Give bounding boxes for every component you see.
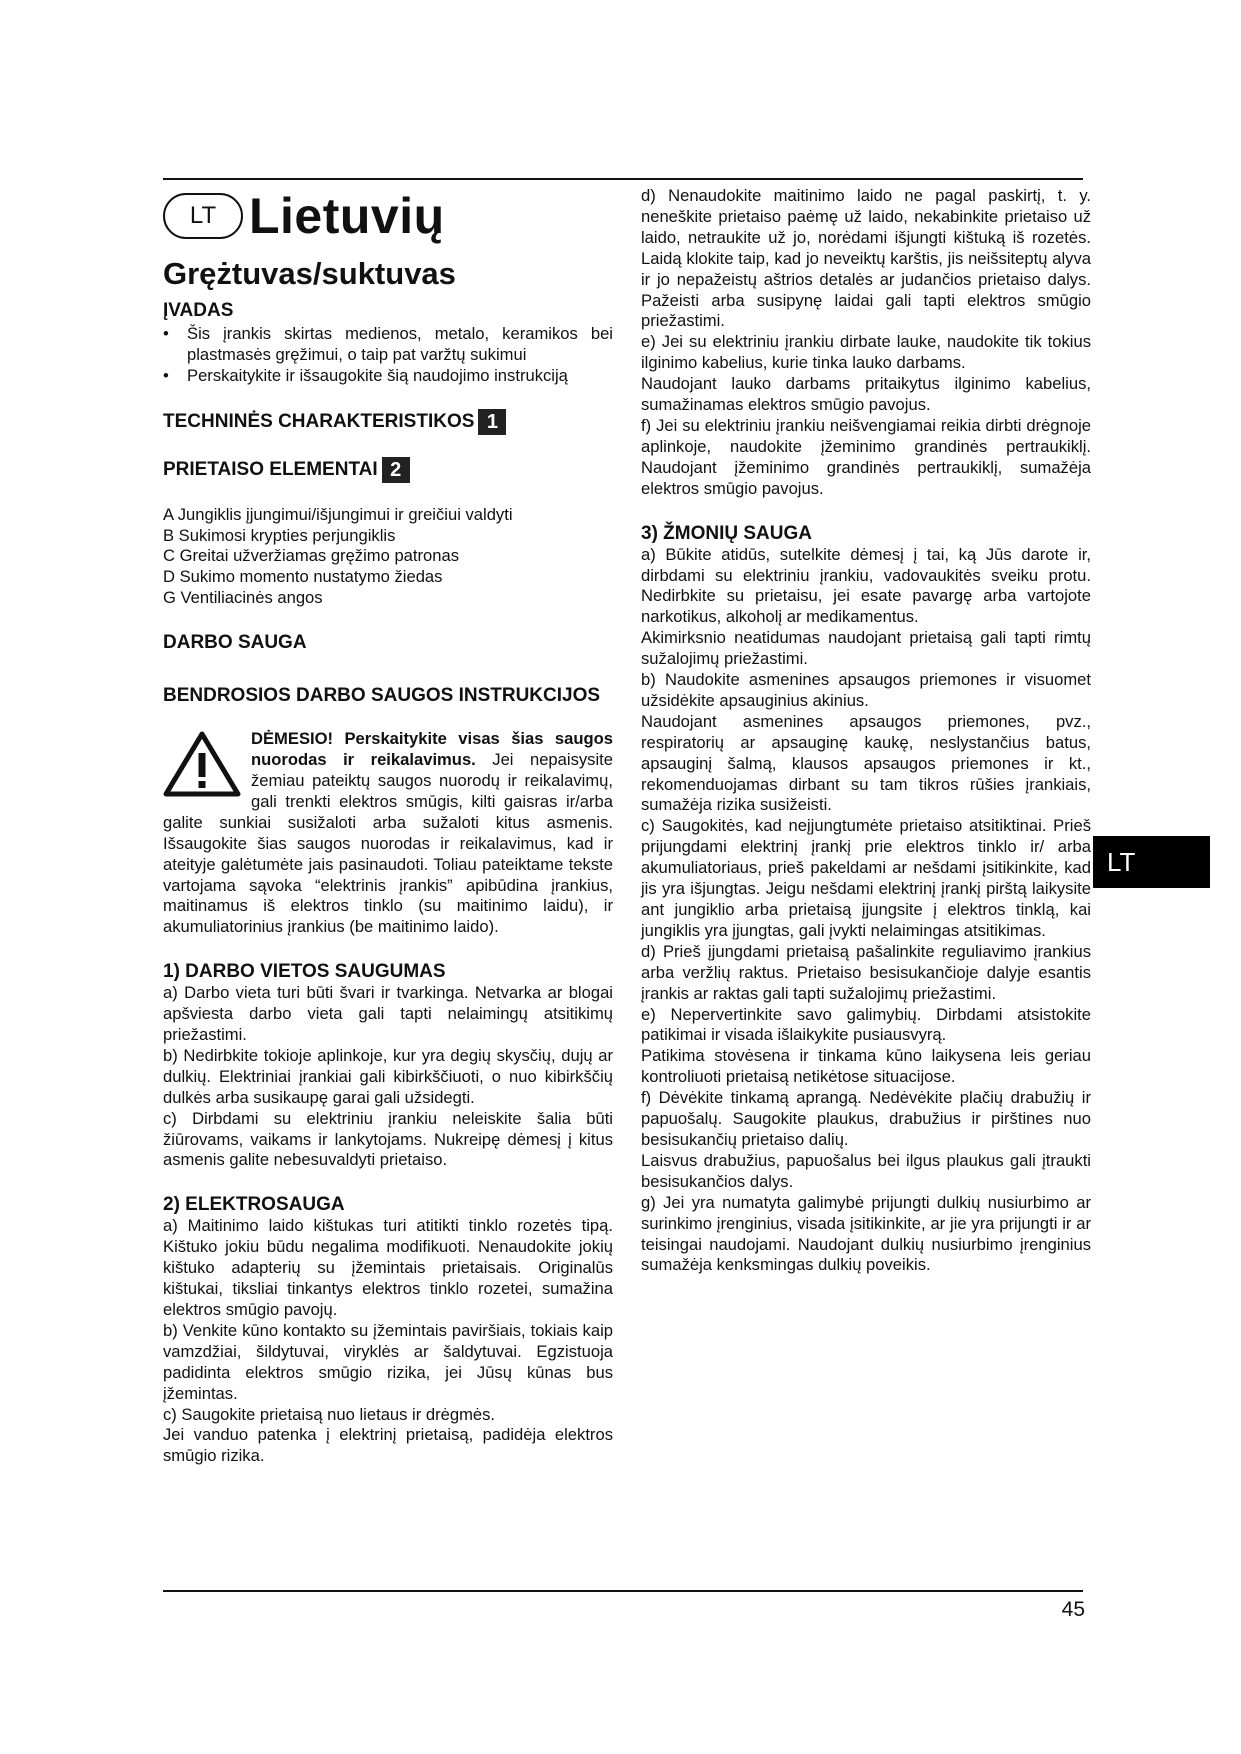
elements-list	[163, 505, 613, 610]
warning-triangle-icon	[163, 731, 241, 797]
figure-badge: 1	[478, 409, 506, 435]
language-side-tab: LT	[1093, 836, 1210, 888]
intro-bullets	[163, 324, 613, 387]
intro-heading: ĮVADAS	[163, 299, 234, 321]
paragraph: Jei vanduo patenka į elektrinį prietaisą, padidėja elektros smūgio rizika.	[163, 1425, 613, 1466]
paragraph: e) Jei su elektriniu įrankiu dirbate lauke, naudokite tik tokius ilginimo kabelius, kurie tinka lauko darbams.	[641, 332, 1091, 373]
list-item: C Greitai užveržiamas gręžimo patronas	[163, 546, 460, 566]
paragraph: a) Būkite atidūs, sutelkite dėmesį į tai, ką Jūs darote ir, dirbdami su elektriniu įrankiu, vadovaukitės sveiku protu. Nedirbkite su prietaisu, jei esate pavargę arba vartojote narkotikus, alkoholį ar medikamentus.	[641, 544, 1091, 627]
page-number: 45	[1061, 1598, 1085, 1621]
paragraph: Patikima stovėsena ir tinkama kūno laikysena leis geriau kontroliuoti prietaisą netikėtose situacijose.	[641, 1046, 1091, 1087]
bottom-rule	[163, 1590, 1083, 1592]
paragraph: e) Nepervertinkite savo galimybių. Dirbdami atsistokite patikimai ir visada išlaikykite pusiausvyrą.	[641, 1004, 1091, 1045]
document-title: Grężtuvas/suktuvas	[163, 256, 456, 291]
paragraph: c) Dirbdami su elektriniu įrankiu neleiskite šalia būti žiūrovams, vaikams ir lankytojams. Nukreipę dėmesį į kitus asmenis galite nebesuvaldyti prietaiso.	[163, 1108, 613, 1170]
paragraph: b) Naudokite asmenines apsaugos priemones ir visuomet užsidėkite apsauginius akinius.	[641, 670, 1091, 710]
paragraph: Naudojant asmenines apsaugos priemones, pvz., respiratorių ar apsauginę kaukę, neslystančius batus, apsauginį šalmą, klausos apsaugos priemones ir kt., rekomenduojamas dirbant su tam tikros rūšies įrankiais, sumažėja rizika susižeisti.	[641, 711, 1091, 815]
language-code-badge: LT	[163, 193, 243, 239]
paragraph: b) Venkite kūno kontakto su įžemintais paviršiais, tokiais kaip vamzdžiai, šildytuvai, viryklės ar šaldytuvai. Egzistuoja padidinta elektros smūgio rizika, jei Jūsų kūnas bus įžemintas.	[163, 1320, 613, 1403]
paragraph: f) Jei su elektriniu įrankiu neišvengiamai reikia dirbti drėgnoje aplinkoje, naudokite įžeminimo grandinės pertraukiklį. Naudojant įžeminimo grandinės pertraukiklį, sumažėja elektros smūgio pavojus.	[641, 415, 1091, 498]
personal-safety-heading: 3) ŽMONIŲ SAUGA	[641, 522, 812, 544]
paragraph: d) Nenaudokite maitinimo laido ne pagal paskirtį, t. y. neneškite prietaiso paėmę už laido, nekabinkite prietaiso už laido, netraukite už jo, norėdami išjungti kištuką iš rozetės. Laidą klokite taip, kad jo neveiktų karštis, jis neišsiteptų alyva ir jo nepažeistų aštrios detalės ar judančios prietaiso dalys. Pažeisti arba susipynę laidai gali tapti elektros smūgio priežastimi.	[641, 186, 1091, 331]
bullet-icon: •	[163, 323, 169, 343]
paragraph: Naudojant lauko darbams pritaikytus ilginimo kabelius, sumažinamas elektros smūgio pavojus.	[641, 374, 1091, 415]
paragraph: b) Nedirbkite tokioje aplinkoje, kur yra degių skysčių, dujų ar dulkių. Elektriniai įrankiai gali kibirkščiuoti, o nuo kibirkščių dulkės arba susikaupę garai gali užsidegti.	[163, 1045, 613, 1107]
general-safety-heading: BENDROSIOS DARBO SAUGOS INSTRUKCIJOS	[163, 685, 601, 707]
paragraph: c) Saugokitės, kad neįjungtumėte prietaiso atsitiktinai. Prieš prijungdami elektrinį įrankį prie elektros tinklo ir/ arba akumuliatoriaus, prieš pakeldami ar nešdami įsitikinkite, kad jis yra išjungtas. Jeigu nešdami elektrinį įrankį pirštą laikysite ant jungiklio arba prietaisą įjungsite į elektros tinklą, kai jungiklis yra įjungtas, gali įvykti nelaimingas atsitikimas.	[641, 816, 1091, 940]
left-column	[163, 186, 613, 1467]
paragraph: a) Darbo vieta turi būti švari ir tvarkinga. Netvarka ar blogai apšviesta darbo vieta gali tapti nelaimingų atsitikimų priežastimi.	[163, 983, 613, 1045]
paragraph: Akimirksnio neatidumas naudojant prietaisą gali tapti rimtų sužalojimų priežastimi.	[641, 628, 1091, 669]
language-header	[163, 188, 613, 244]
paragraph: d) Prieš įjungdami prietaisą pašalinkite reguliavimo įrankius arba veržlių raktus. Prietaiso besisukančioje dalyje esantis įrankis ar raktas gali tapti sužalojimų priežastimi.	[641, 941, 1091, 1003]
list-item: D Sukimo momento nustatymo žiedas	[163, 567, 443, 587]
list-item: • Perskaitykite ir išsaugokite šią naudojimo instrukciją	[163, 365, 568, 385]
warning-block	[163, 729, 613, 938]
figure-badge: 2	[382, 457, 410, 483]
bullet-icon: •	[163, 365, 169, 385]
paragraph: Laisvus drabužius, papuošalus bei ilgus plaukus gali įtraukti besisukančios dalys.	[641, 1150, 1091, 1191]
paragraph: c) Saugokite prietaisą nuo lietaus ir drėgmės.	[163, 1404, 496, 1424]
work-area-heading: 1) DARBO VIETOS SAUGUMAS	[163, 961, 446, 983]
paragraph: a) Maitinimo laido kištukas turi atitikti tinklo rozetės tipą. Kištuko jokiu būdu negalima modifikuoti. Nenaudokite jokių kištuko adapterių su įžemintais prietaisais. Originalūs kištukai, tiksliai tinkantys elektros tinklo rozetei, sumažina elektros smūgio pavojų.	[163, 1216, 613, 1319]
list-item: • Šis įrankis skirtas medienos, metalo, keramikos bei plastmasės gręžimui, o taip pat varžtų sukimui	[163, 323, 613, 364]
list-item: A Jungiklis įjungimui/išjungimui ir greičiui valdyti	[163, 504, 513, 524]
language-name: Lietuvių	[249, 187, 445, 244]
specs-heading: TECHNINĖS CHARAKTERISTIKOS 1	[163, 409, 613, 435]
warning-text: DĖMESIO! Perskaitykite visas šias saugos nuorodas ir reikalavimus. Jei nepaisysite žemiau pateiktų saugos nuorodų ir reikalavimų, gali trenkti elektros smūgis, kilti gaisras ir/arba galite sunkiai susižaloti arba sužaloti kitus asmenis. Išsaugokite šias saugos nuorodas ir reikalavimus, kad ir ateityje galėtumėte jais pasinaudoti. Toliau pateiktame tekste vartojama sąvoka “elektrinis įrankis” apibūdina įrankius, maitinamus iš elektros tinklo (su maitinimo laidu), ir akumuliatorinius įrankius (be maitinimo laido).	[163, 729, 613, 937]
paragraph: f) Dėvėkite tinkamą aprangą. Nedėvėkite plačių drabužių ir papuošalų. Saugokite plaukus, drabužius ir pirštines nuo besisukančių prietaiso dalių.	[641, 1088, 1091, 1149]
list-item: B Sukimosi krypties perjungiklis	[163, 525, 396, 545]
safety-heading: DARBO SAUGA	[163, 632, 307, 654]
paragraph: g) Jei yra numatyta galimybė prijungti dulkių nusiurbimo ar surinkimo įrenginius, visada įsitikinkite, ar jie yra prijungti ir ar teisingai naudojami. Naudojant dulkių nusiurbimo įrenginius sumažėja kenksmingas dulkių poveikis.	[641, 1192, 1091, 1275]
list-item: G Ventiliacinės angos	[163, 588, 323, 608]
electrical-heading: 2) ELEKTROSAUGA	[163, 1194, 345, 1216]
right-column	[641, 186, 1091, 1276]
top-rule	[163, 178, 1083, 180]
elements-heading: PRIETAISO ELEMENTAI 2	[163, 457, 613, 483]
